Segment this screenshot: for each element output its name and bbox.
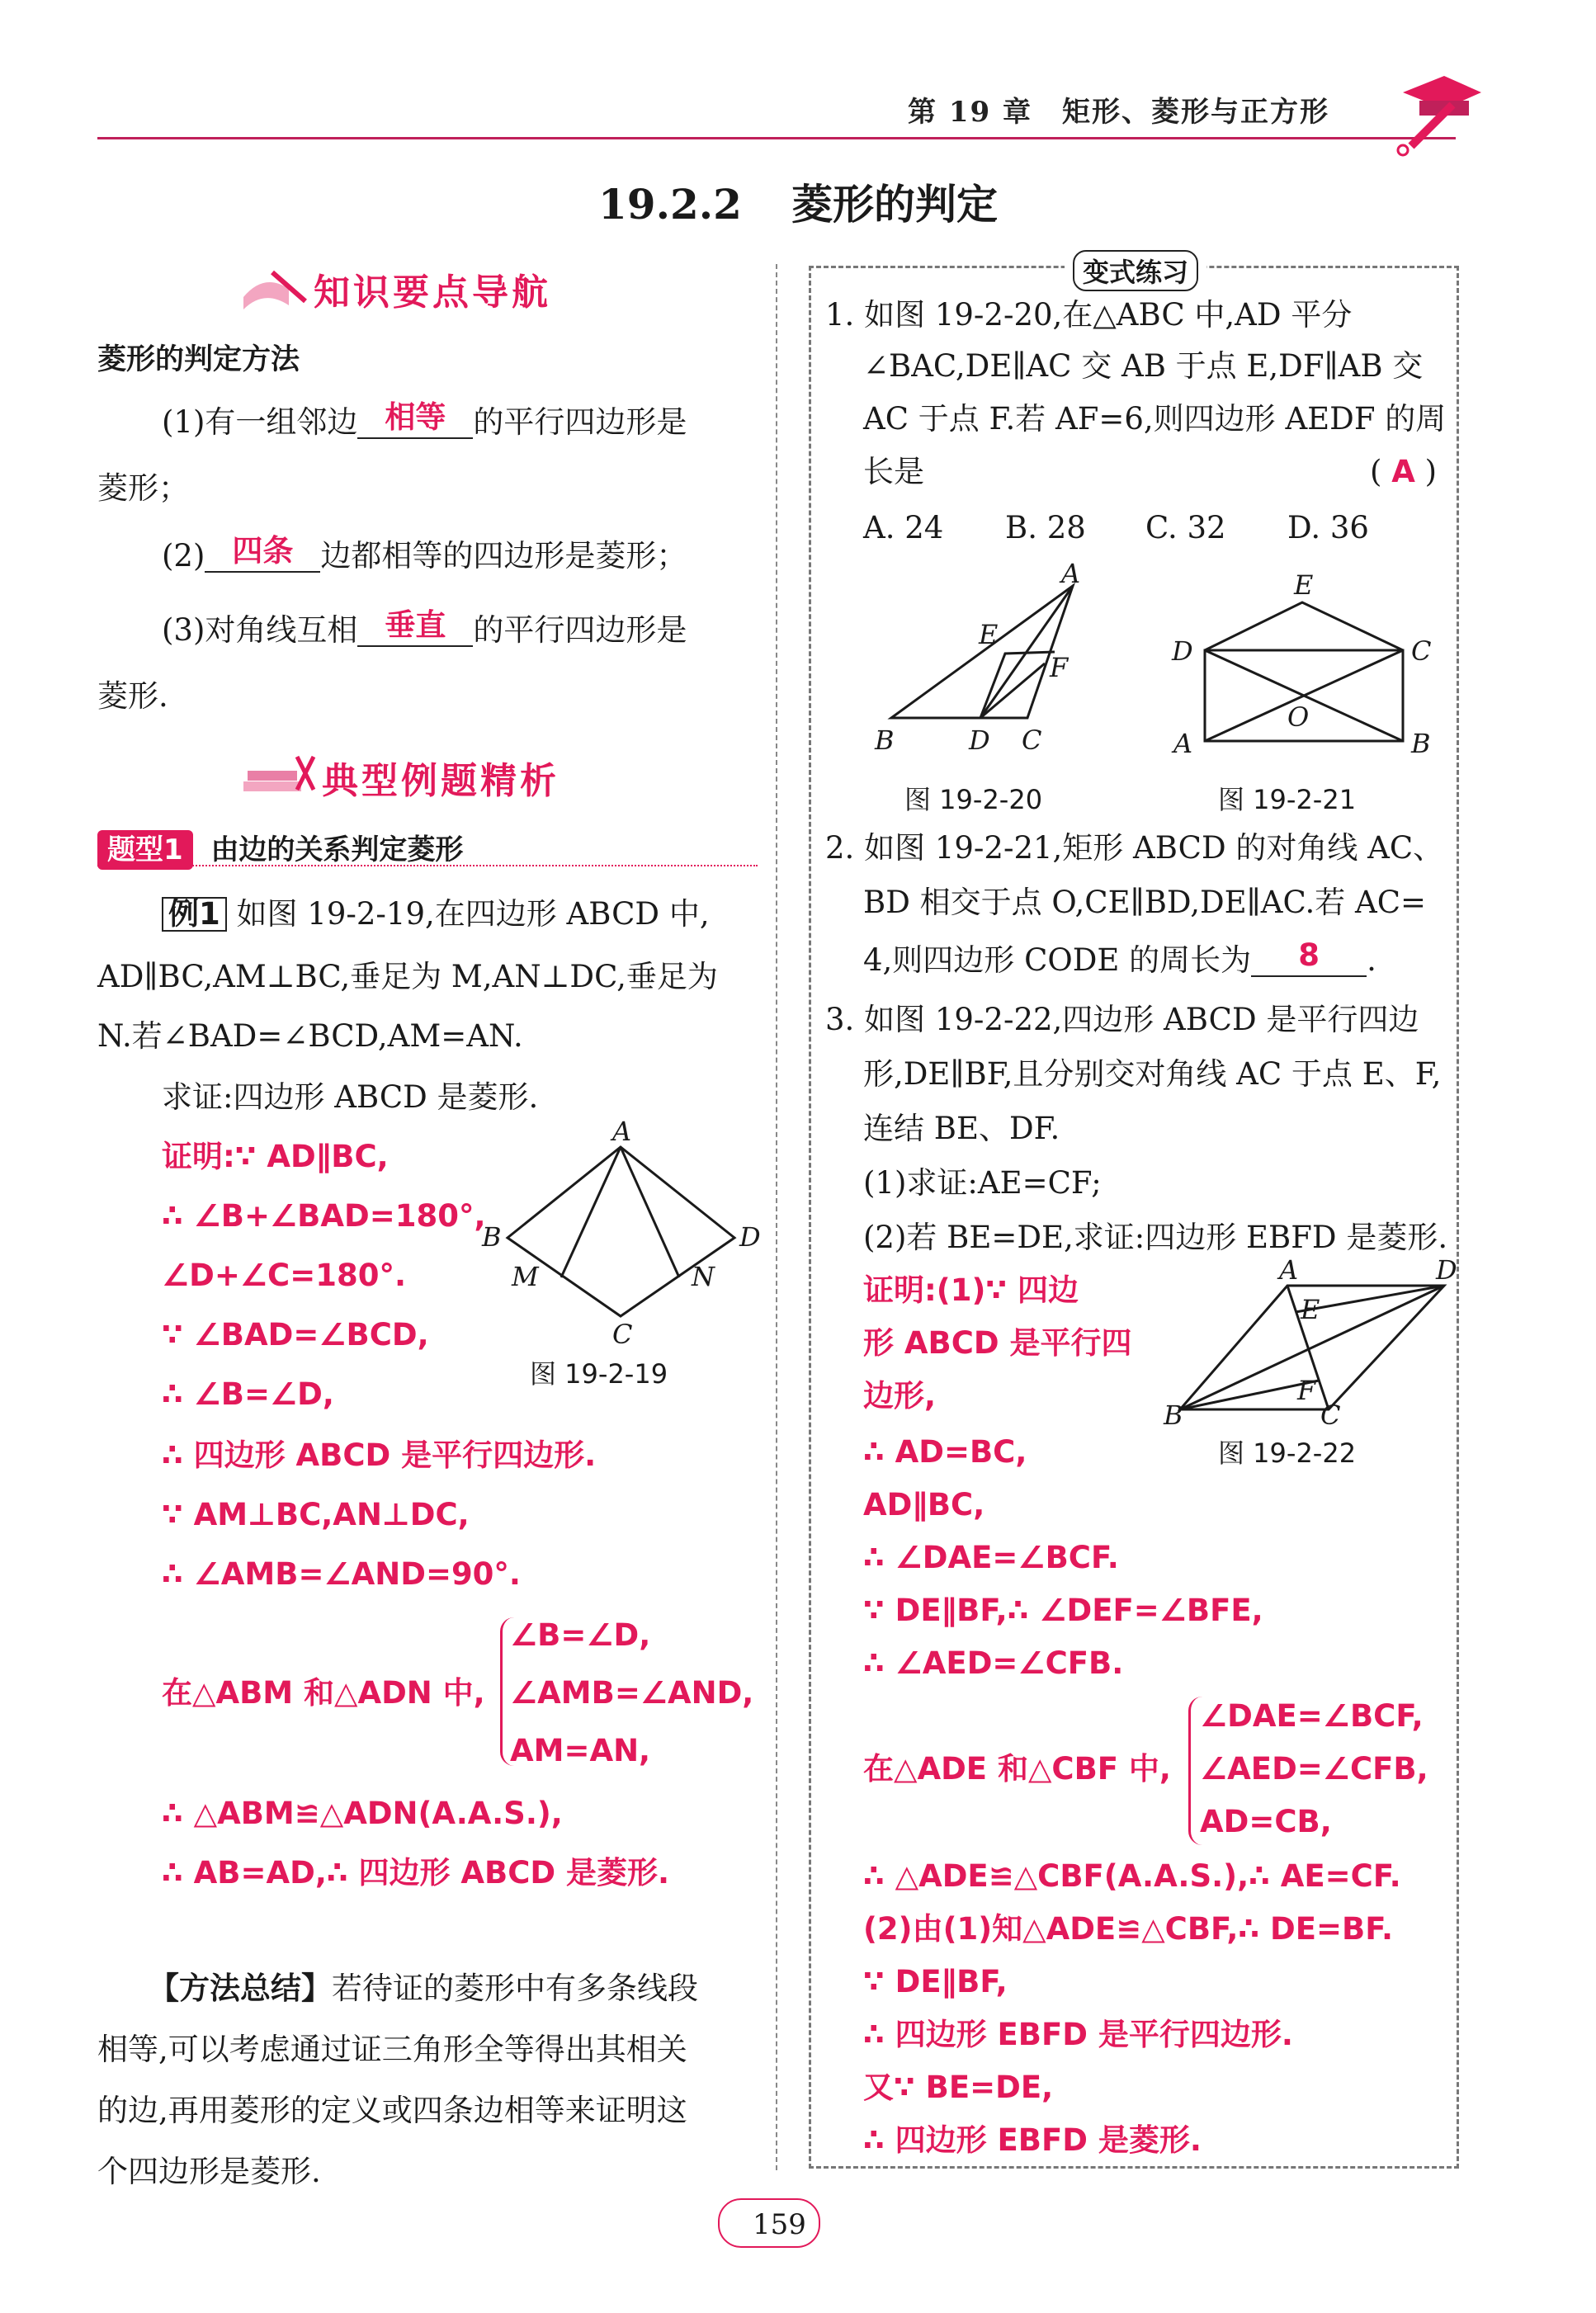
proof-line: ∵ ∠BAD=∠BCD,: [162, 1317, 429, 1352]
q1-option: C. 32: [1145, 510, 1226, 545]
vertex-label: A: [1061, 558, 1081, 589]
knowledge-item-3-cont: 菱形.: [97, 678, 168, 714]
q1-line: ∠BAC,DE∥AC 交 AB 于点 E,DF∥AB 交: [863, 348, 1424, 384]
q3-triangle-intro: 在△ADE 和△CBF 中,: [863, 1751, 1171, 1787]
vertex-label: C: [612, 1319, 633, 1350]
chapter-header: 第 19 章 矩形、菱形与正方形: [908, 96, 1329, 129]
vertex-label: E: [1294, 569, 1314, 601]
condition-line: AM=AN,: [510, 1733, 651, 1768]
q1-option: A. 24: [863, 510, 944, 545]
knowledge-item-2: (2) 四条 边都相等的四边形是菱形；: [162, 533, 687, 574]
vertex-label: M: [512, 1261, 539, 1292]
example-statement-1: 例1 如图 19-2-19,在四边形 ABCD 中,: [162, 895, 710, 934]
graduation-cap-pencil-icon: [1386, 68, 1485, 158]
q3-proof-line: ∴ ∠DAE=∠BCF.: [863, 1540, 1119, 1575]
vertex-label: E: [979, 619, 999, 650]
q1-line: AC 于点 F.若 AF=6,则四边形 AEDF 的周: [863, 401, 1447, 437]
header-rule: [97, 137, 1456, 139]
vertex-label: F: [1050, 652, 1069, 683]
knowledge-banner: 知识要点导航: [239, 262, 551, 315]
condition-line: ∠B=∠D,: [510, 1617, 651, 1653]
vertex-label: O: [1287, 701, 1310, 733]
q3-line: (2)若 BE=DE,求证:四边形 EBFD 是菱形.: [863, 1220, 1448, 1255]
q1-option: D. 36: [1287, 510, 1369, 545]
proof-line: ∴ 四边形 ABCD 是平行四边形.: [162, 1437, 597, 1473]
book-pen-icon: [239, 264, 314, 314]
vertex-label: B: [482, 1221, 502, 1253]
condition-line: ∠DAE=∠BCF,: [1200, 1698, 1424, 1734]
proof-line: ∴ ∠AMB=∠AND=90°.: [162, 1556, 521, 1592]
q2-line: 4,则四边形 CODE 的周长为 8 .: [863, 937, 1376, 978]
q3-proof-line: 又∵ BE=DE,: [863, 2070, 1054, 2105]
q3-proof-line: 证明:(1)∵ 四边: [863, 1272, 1079, 1308]
vertex-label: C: [1022, 725, 1042, 756]
examples-banner: 典型例题精析: [239, 751, 560, 804]
example-label: 例1: [162, 897, 227, 932]
q3-line: 形,DE∥BF,且分别交对角线 AC 于点 E、F,: [863, 1056, 1442, 1092]
condition-line: ∠AED=∠CFB,: [1200, 1751, 1428, 1787]
vertex-label: F: [1297, 1375, 1316, 1406]
q1-option: B. 28: [1005, 510, 1086, 545]
q2-answer-blank: 8: [1251, 936, 1367, 977]
page-number: 159: [753, 2208, 806, 2241]
vertex-label: D: [1172, 635, 1193, 667]
fill-blank-1: 相等: [357, 398, 473, 439]
q3-proof-line: ∴ 四边形 EBFD 是菱形.: [863, 2122, 1202, 2158]
example-statement-4: 求证:四边形 ABCD 是菱形.: [162, 1079, 539, 1115]
q3-line: 3. 如图 19-2-22,四边形 ABCD 是平行四边: [825, 1002, 1419, 1037]
vertex-label: E: [1301, 1294, 1320, 1325]
figure-caption: 图 19-2-21: [1218, 784, 1357, 815]
q1-line: 长是: [863, 454, 924, 489]
vertex-label: A: [1173, 728, 1193, 759]
vertex-label: B: [1411, 728, 1431, 759]
section-number: 19.2.2: [598, 180, 742, 229]
vertex-label: N: [692, 1261, 715, 1292]
q3-proof-line: 形 ABCD 是平行四: [863, 1325, 1132, 1361]
proof-line: ∴ ∠B=∠D,: [162, 1376, 334, 1412]
vertex-label: D: [739, 1221, 761, 1253]
question-type-tag: 题型1: [97, 830, 193, 870]
q3-proof-line: (2)由(1)知△ADE≌△CBF,∴ DE=BF.: [863, 1911, 1394, 1947]
proof-conclusion: ∴ △ABM≌△ADN(A.A.S.),: [162, 1796, 563, 1831]
proof-line: 证明:∵ AD∥BC,: [162, 1139, 389, 1174]
vertex-label: A: [1279, 1254, 1299, 1286]
q1-line: 1. 如图 19-2-20,在△ABC 中,AD 平分: [825, 297, 1353, 333]
section-title: [0, 172, 1596, 231]
condition-line: ∠AMB=∠AND,: [510, 1675, 754, 1711]
q2-line: 2. 如图 19-2-21,矩形 ABCD 的对角线 AC、: [825, 830, 1444, 866]
figure-19-2-19: [479, 1116, 776, 1350]
vertex-label: B: [875, 725, 895, 756]
fill-blank-2: 四条: [205, 531, 320, 573]
fill-blank-3: 垂直: [357, 606, 473, 647]
type-divider: [97, 865, 758, 866]
figure-19-2-22: [1164, 1254, 1461, 1431]
practice-label: 变式练习: [1065, 250, 1206, 291]
proof-conclusion: ∴ AB=AD,∴ 四边形 ABCD 是菱形.: [162, 1855, 670, 1891]
figure-caption: 图 19-2-22: [1218, 1437, 1357, 1469]
figure-caption: 图 19-2-20: [904, 784, 1043, 815]
q3-proof-line: 边形,: [863, 1378, 937, 1414]
figure-19-2-20: [858, 558, 1098, 767]
condition-line: AD=CB,: [1200, 1804, 1332, 1839]
books-scissors-icon: [239, 753, 322, 802]
knowledge-item-1: (1)有一组邻边 相等 的平行四边形是: [162, 399, 687, 440]
q3-proof-line: AD∥BC,: [863, 1487, 985, 1522]
knowledge-item-1-cont: 菱形；: [97, 470, 189, 506]
q1-answer: ( A ): [1370, 454, 1438, 489]
example-statement-3: N.若∠BAD=∠BCD,AM=AN.: [97, 1018, 523, 1054]
method-heading: 菱形的判定方法: [97, 343, 300, 376]
example-statement-2: AD∥BC,AM⊥BC,垂足为 M,AN⊥DC,垂足为: [97, 959, 718, 994]
q3-proof-line: ∴ AD=BC,: [863, 1434, 1027, 1470]
section-name: 菱形的判定: [791, 181, 998, 229]
q3-line: (1)求证:AE=CF;: [863, 1165, 1102, 1201]
q3-proof-line: ∵ DE∥BF,∴ ∠DEF=∠BFE,: [863, 1593, 1263, 1628]
vertex-label: D: [1436, 1254, 1457, 1286]
method-summary-line: 【方法总结】若待证的菱形中有多条线段: [149, 1971, 698, 2006]
figure-caption: 图 19-2-19: [530, 1358, 668, 1390]
q2-line: BD 相交于点 O,CE∥BD,DE∥AC.若 AC=: [863, 885, 1427, 920]
proof-line: ∠D+∠C=180°.: [162, 1258, 406, 1293]
q3-line: 连结 BE、DF.: [863, 1111, 1060, 1146]
q3-proof-line: ∴ ∠AED=∠CFB.: [863, 1645, 1124, 1681]
question-type-heading: 题型1 由边的关系判定菱形: [97, 829, 463, 870]
method-summary-line: 相等,可以考虑通过证三角形全等得出其相关: [97, 2032, 687, 2067]
knowledge-item-3: (3)对角线互相 垂直 的平行四边形是: [162, 607, 687, 648]
proof-line: ∵ AM⊥BC,AN⊥DC,: [162, 1497, 470, 1532]
vertex-label: B: [1164, 1400, 1183, 1431]
vertex-label: C: [1411, 635, 1432, 667]
method-summary-line: 个四边形是菱形.: [97, 2154, 321, 2189]
triangle-intro: 在△ABM 和△ADN 中,: [162, 1675, 485, 1711]
vertex-label: C: [1320, 1400, 1341, 1431]
q3-proof-line: ∵ DE∥BF,: [863, 1964, 1008, 1999]
figure-19-2-21: [1164, 561, 1432, 767]
method-summary-line: 的边,再用菱形的定义或四条边相等来证明这: [97, 2093, 687, 2128]
column-divider: [776, 264, 777, 2170]
proof-line: ∴ ∠B+∠BAD=180°,: [162, 1198, 486, 1234]
q3-proof-line: ∴ △ADE≌△CBF(A.A.S.),∴ AE=CF.: [863, 1858, 1401, 1894]
q3-proof-line: ∴ 四边形 EBFD 是平行四边形.: [863, 2017, 1293, 2052]
vertex-label: D: [969, 725, 990, 756]
vertex-label: A: [612, 1116, 632, 1147]
